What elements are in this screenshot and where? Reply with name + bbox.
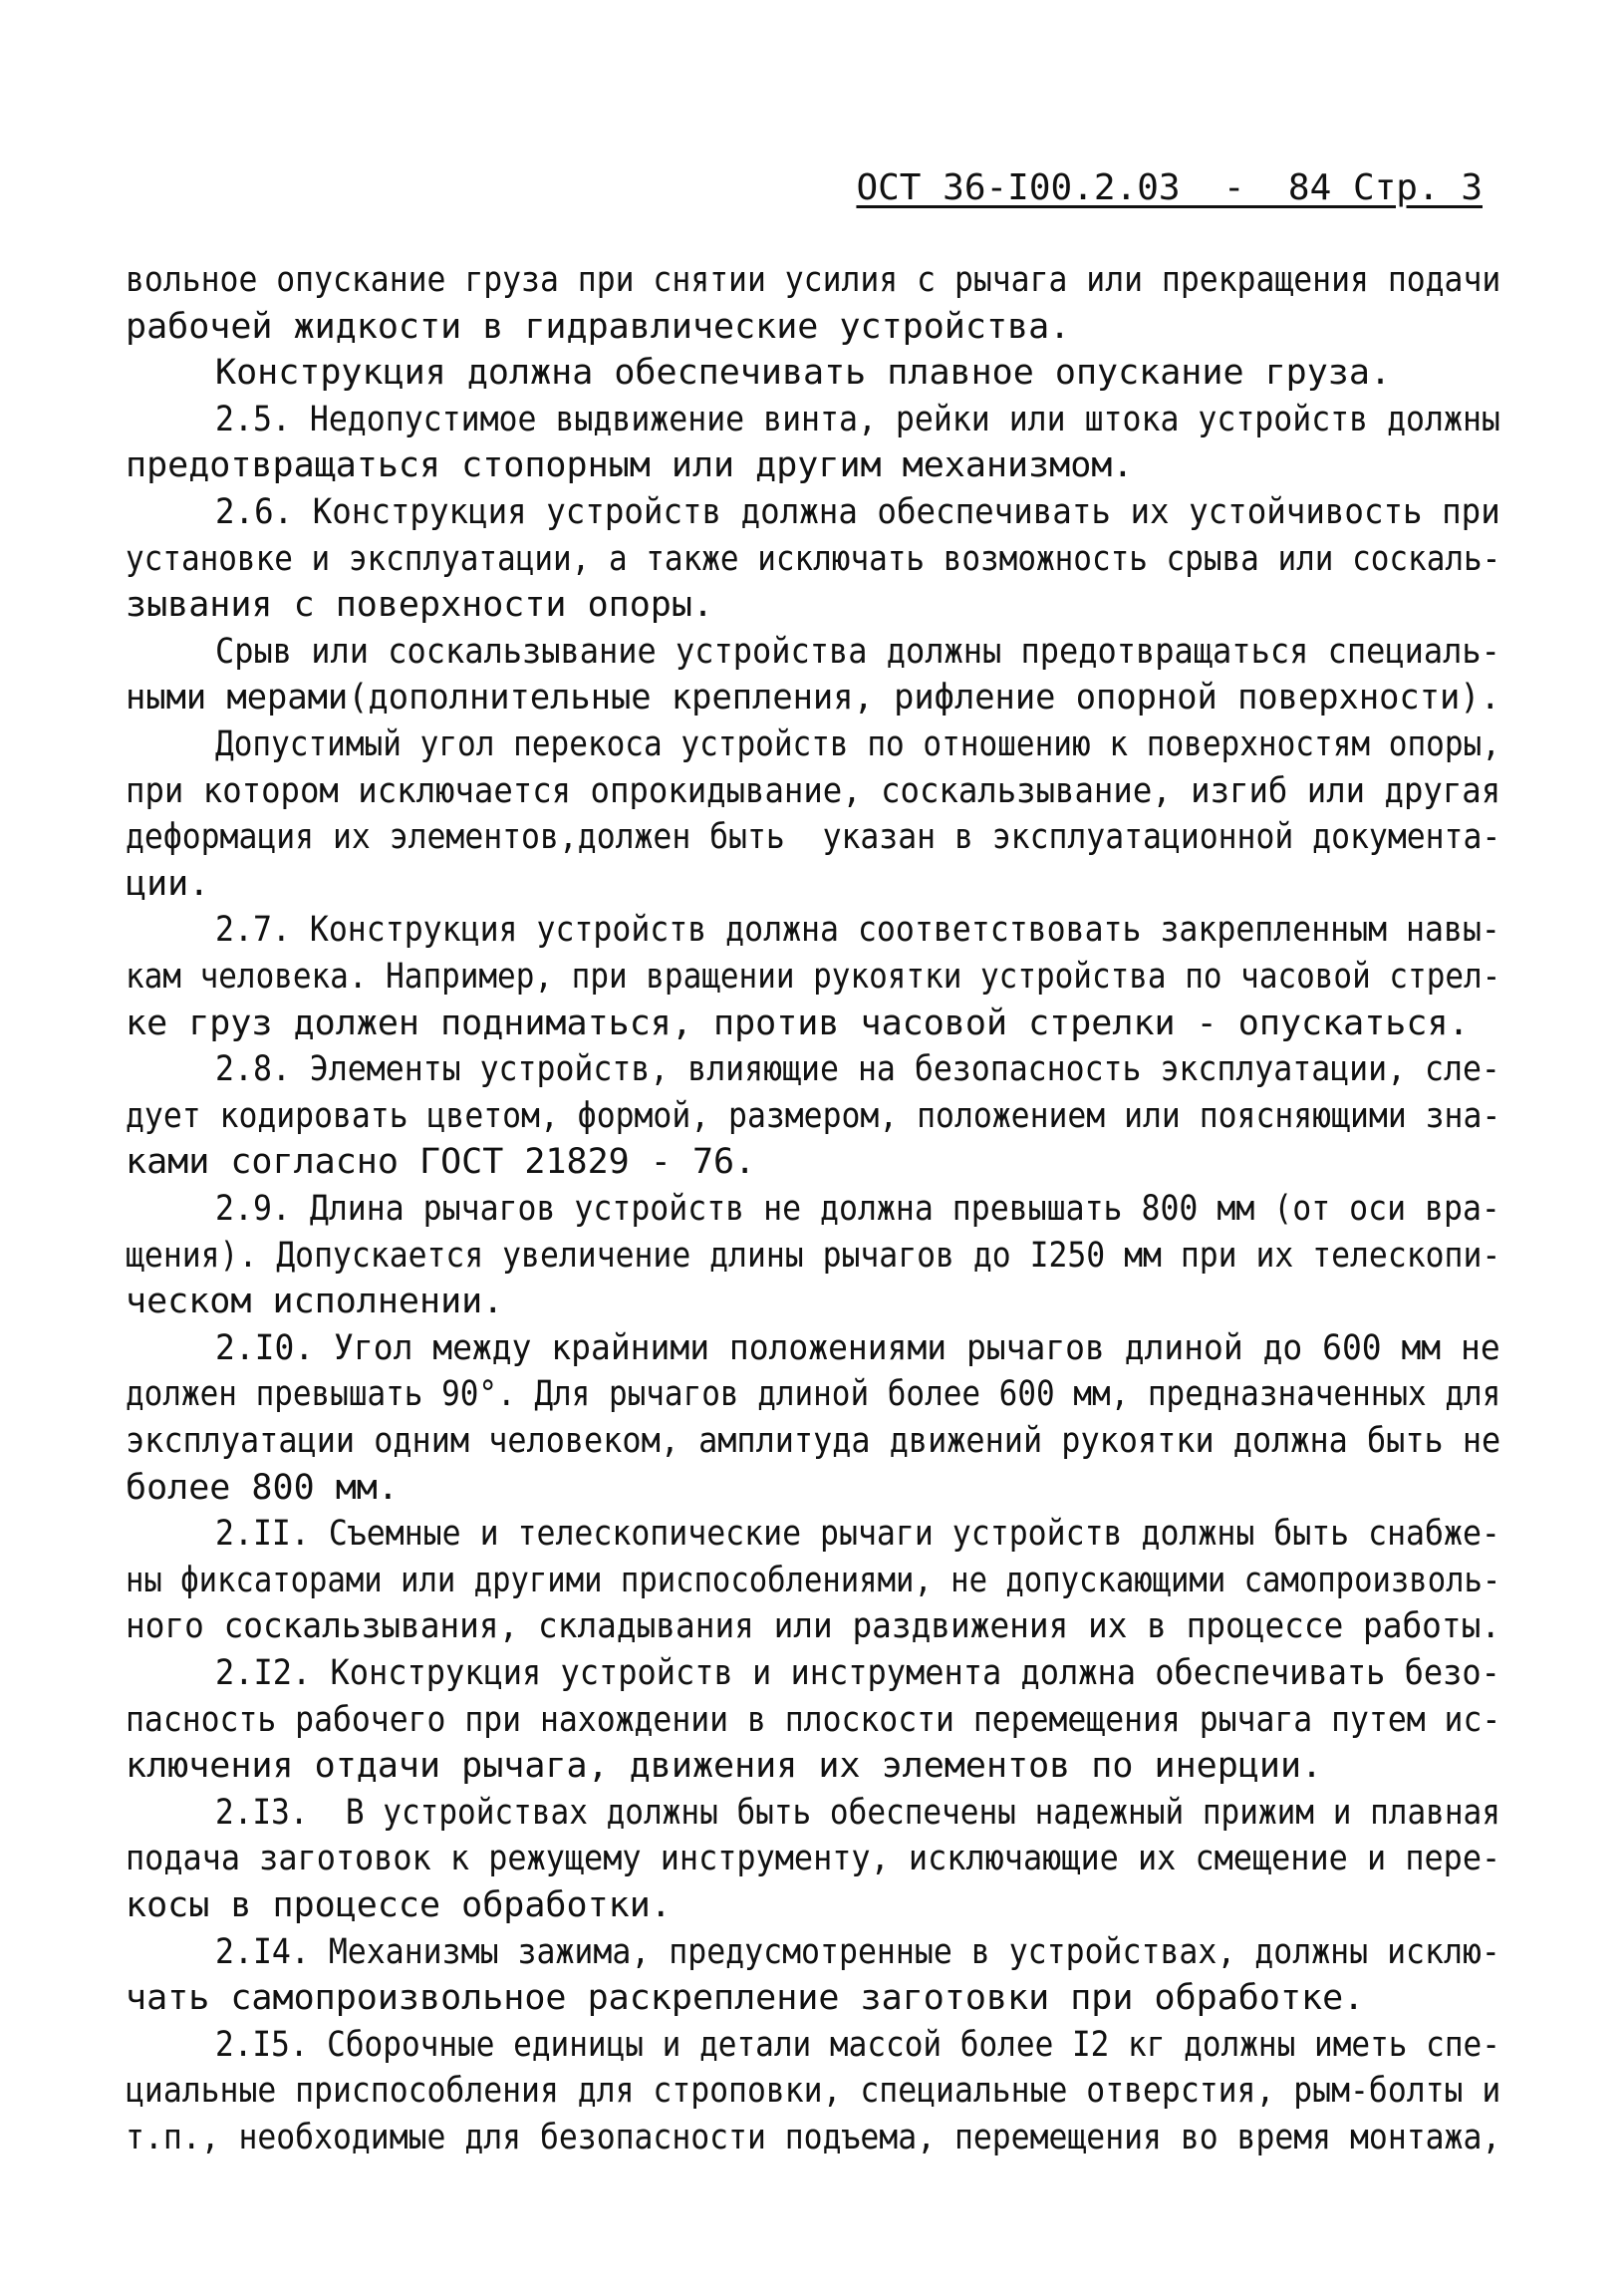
text-line: дует кодировать цветом, формой, размером, положением или поясняющими зна- xyxy=(126,1095,1501,1136)
text-line: эксплуатации одним человеком, амплитуда движений рукоятки должна быть не xyxy=(126,1421,1501,1461)
text-line: кам человека. Например, при вращении рукоятки устройства по часовой стрел- xyxy=(126,957,1501,997)
text-line: ного соскальзывания, складывания или раздвижения их в процессе работы. xyxy=(126,1606,1501,1647)
text-line: т.п., необходимые для безопасности подъема, перемещения во время монтажа, xyxy=(126,2118,1501,2157)
text-line: 2.I3. В устройствах должны быть обеспечены надежный прижим и плавная xyxy=(215,1792,1500,1833)
text-line: ке груз должен подниматься, против часовой стрелки - опускаться. xyxy=(126,1003,1470,1043)
text-line: 2.I2. Конструкция устройств и инструмента должна обеспечивать безо- xyxy=(215,1653,1500,1693)
text-line: установке и эксплуатации, а также исключать возможность срыва или соскаль- xyxy=(126,538,1501,579)
text-line: должен превышать 90°. Для рычагов длиной более 600 мм, предназначенных для xyxy=(126,1374,1501,1415)
text-line: предотвращаться стопорным или другим механизмом. xyxy=(126,445,1134,486)
text-line: 2.6. Конструкция устройств должна обеспечивать их устойчивость при xyxy=(215,492,1500,532)
text-line: 2.I5. Сборочные единицы и детали массой более I2 кг должны иметь спе- xyxy=(215,2024,1500,2065)
text-line: рабочей жидкости в гидравлические устройства. xyxy=(126,306,1071,347)
text-line: циальные приспособления для строповки, специальные отверстия, рым-болты и xyxy=(126,2071,1501,2112)
text-line: подача заготовок к режущему инструменту, исключающие их смещение и пере- xyxy=(126,1839,1501,1879)
text-line: пасность рабочего при нахождении в плоскости перемещения рычага путем ис- xyxy=(126,1699,1501,1740)
text-line: ны фиксаторами или другими приспособлениями, не допускающими самопроизволь- xyxy=(126,1560,1501,1600)
text-line: ческом исполнении. xyxy=(126,1282,504,1322)
page-header: ОСТ 36-I00.2.03 - 84 Стр. 3 xyxy=(856,167,1483,208)
text-line: при котором исключается опрокидывание, соскальзывание, изгиб или другая xyxy=(126,770,1501,811)
text-line: 2.5. Недопустимое выдвижение винта, рейки или штока устройств должны xyxy=(215,399,1500,439)
text-line: косы в процессе обработки. xyxy=(126,1885,672,1925)
text-line: Срыв или соскальзывание устройства должны предотвращаться специаль- xyxy=(215,631,1500,672)
text-line: 2.I4. Механизмы зажима, предусмотренные в устройствах, должны исклю- xyxy=(215,1931,1500,1972)
text-line: чать самопроизвольное раскрепление заготовки при обработке. xyxy=(126,1978,1365,2019)
text-line: более 800 мм. xyxy=(126,1467,399,1508)
text-line: вольное опускание груза при снятии усилия с рычага или прекращения подачи xyxy=(126,260,1501,300)
text-line: ции. xyxy=(126,863,210,904)
text-line: щения). Допускается увеличение длины рычагов до I250 мм при их телескопи- xyxy=(126,1235,1501,1276)
text-line: зывания с поверхности опоры. xyxy=(126,585,714,626)
text-line: 2.7. Конструкция устройств должна соответствовать закрепленным навы- xyxy=(215,910,1500,951)
text-line: Конструкция должна обеспечивать плавное опускание груза. xyxy=(215,353,1392,394)
text-line: 2.II. Съемные и телескопические рычаги устройств должны быть снабже- xyxy=(215,1514,1500,1555)
text-line: Допустимый угол перекоса устройств по отношению к поверхностям опоры, xyxy=(215,724,1500,764)
text-line: деформация их элементов,должен быть указан в эксплуатационной документа- xyxy=(126,817,1501,858)
text-line: ными мерами(дополнительные крепления, рифление опорной поверхности). xyxy=(126,678,1500,718)
text-line: 2.9. Длина рычагов устройств не должна превышать 800 мм (от оси вра- xyxy=(215,1189,1500,1229)
text-line: ключения отдачи рычага, движения их элементов по инерции. xyxy=(126,1746,1323,1787)
text-line: 2.I0. Угол между крайними положениями рычагов длиной до 600 мм не xyxy=(215,1327,1500,1368)
text-line: 2.8. Элементы устройств, влияющие на безопасность эксплуатации, сле- xyxy=(215,1049,1500,1090)
text-line: ками согласно ГОСТ 21829 - 76. xyxy=(126,1142,756,1183)
